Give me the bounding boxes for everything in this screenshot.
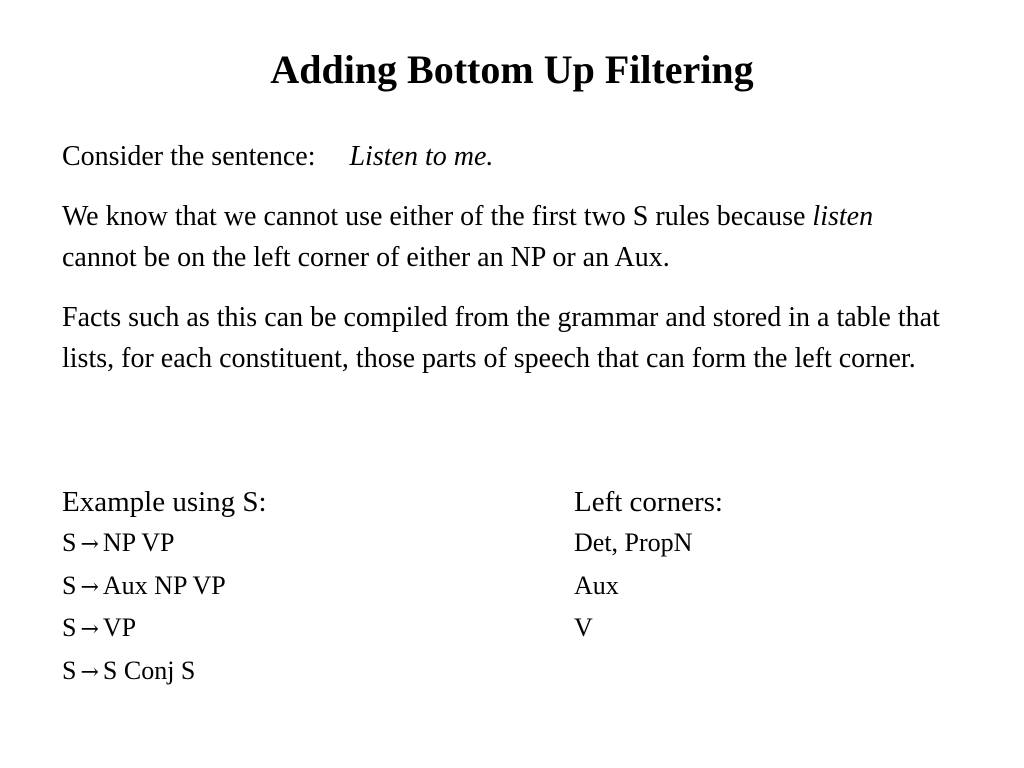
right-arrow-icon: → xyxy=(80,617,99,642)
right-arrow-icon: → xyxy=(80,574,99,600)
example-sentence: Listen to me. xyxy=(349,141,494,172)
right-arrow-icon: → xyxy=(80,532,99,557)
table-header-row xyxy=(62,481,952,523)
rules-text-part2: cannot be on the left corner of either an NP or an Aux. xyxy=(62,242,670,273)
right-arrow-icon: → xyxy=(80,659,99,685)
rule-lhs: S xyxy=(62,613,77,642)
rule-rhs: S Conj S xyxy=(102,655,196,685)
rule-lhs: S xyxy=(62,570,77,600)
intro-paragraph xyxy=(62,136,952,177)
intro-label: Consider the sentence: xyxy=(62,141,316,172)
rule-rhs: NP VP xyxy=(102,528,175,557)
rule-rhs: VP xyxy=(102,613,137,642)
left-corner-value: Aux xyxy=(574,570,619,600)
left-corner-table xyxy=(62,481,952,693)
table-row xyxy=(62,523,952,566)
rule-lhs: S xyxy=(62,528,77,557)
slide-body xyxy=(62,136,952,398)
facts-paragraph: Facts such as this can be compiled from the grammar and stored in a table that lists, for each constituent, those parts of speech that can form the left corner. xyxy=(62,302,940,374)
rules-text-part1: We know that we cannot use either of the first two S rules because xyxy=(62,201,813,232)
left-corners-header: Left corners: xyxy=(574,486,723,518)
left-corner-value: Det, PropN xyxy=(574,528,693,557)
grammar-rule xyxy=(62,651,574,694)
table-row xyxy=(62,566,952,609)
slide-title: Adding Bottom Up Filtering xyxy=(270,47,754,92)
table-row xyxy=(62,608,952,651)
table-row xyxy=(62,651,952,694)
example-header: Example using S: xyxy=(62,486,267,518)
grammar-rule xyxy=(62,566,574,609)
grammar-rule xyxy=(62,608,574,651)
rule-lhs: S xyxy=(62,655,77,685)
left-corner-value: V xyxy=(574,613,593,642)
grammar-rule xyxy=(62,523,574,566)
rule-rhs: Aux NP VP xyxy=(102,570,226,600)
rules-paragraph xyxy=(62,196,952,278)
rules-text-italic: listen xyxy=(812,201,874,232)
